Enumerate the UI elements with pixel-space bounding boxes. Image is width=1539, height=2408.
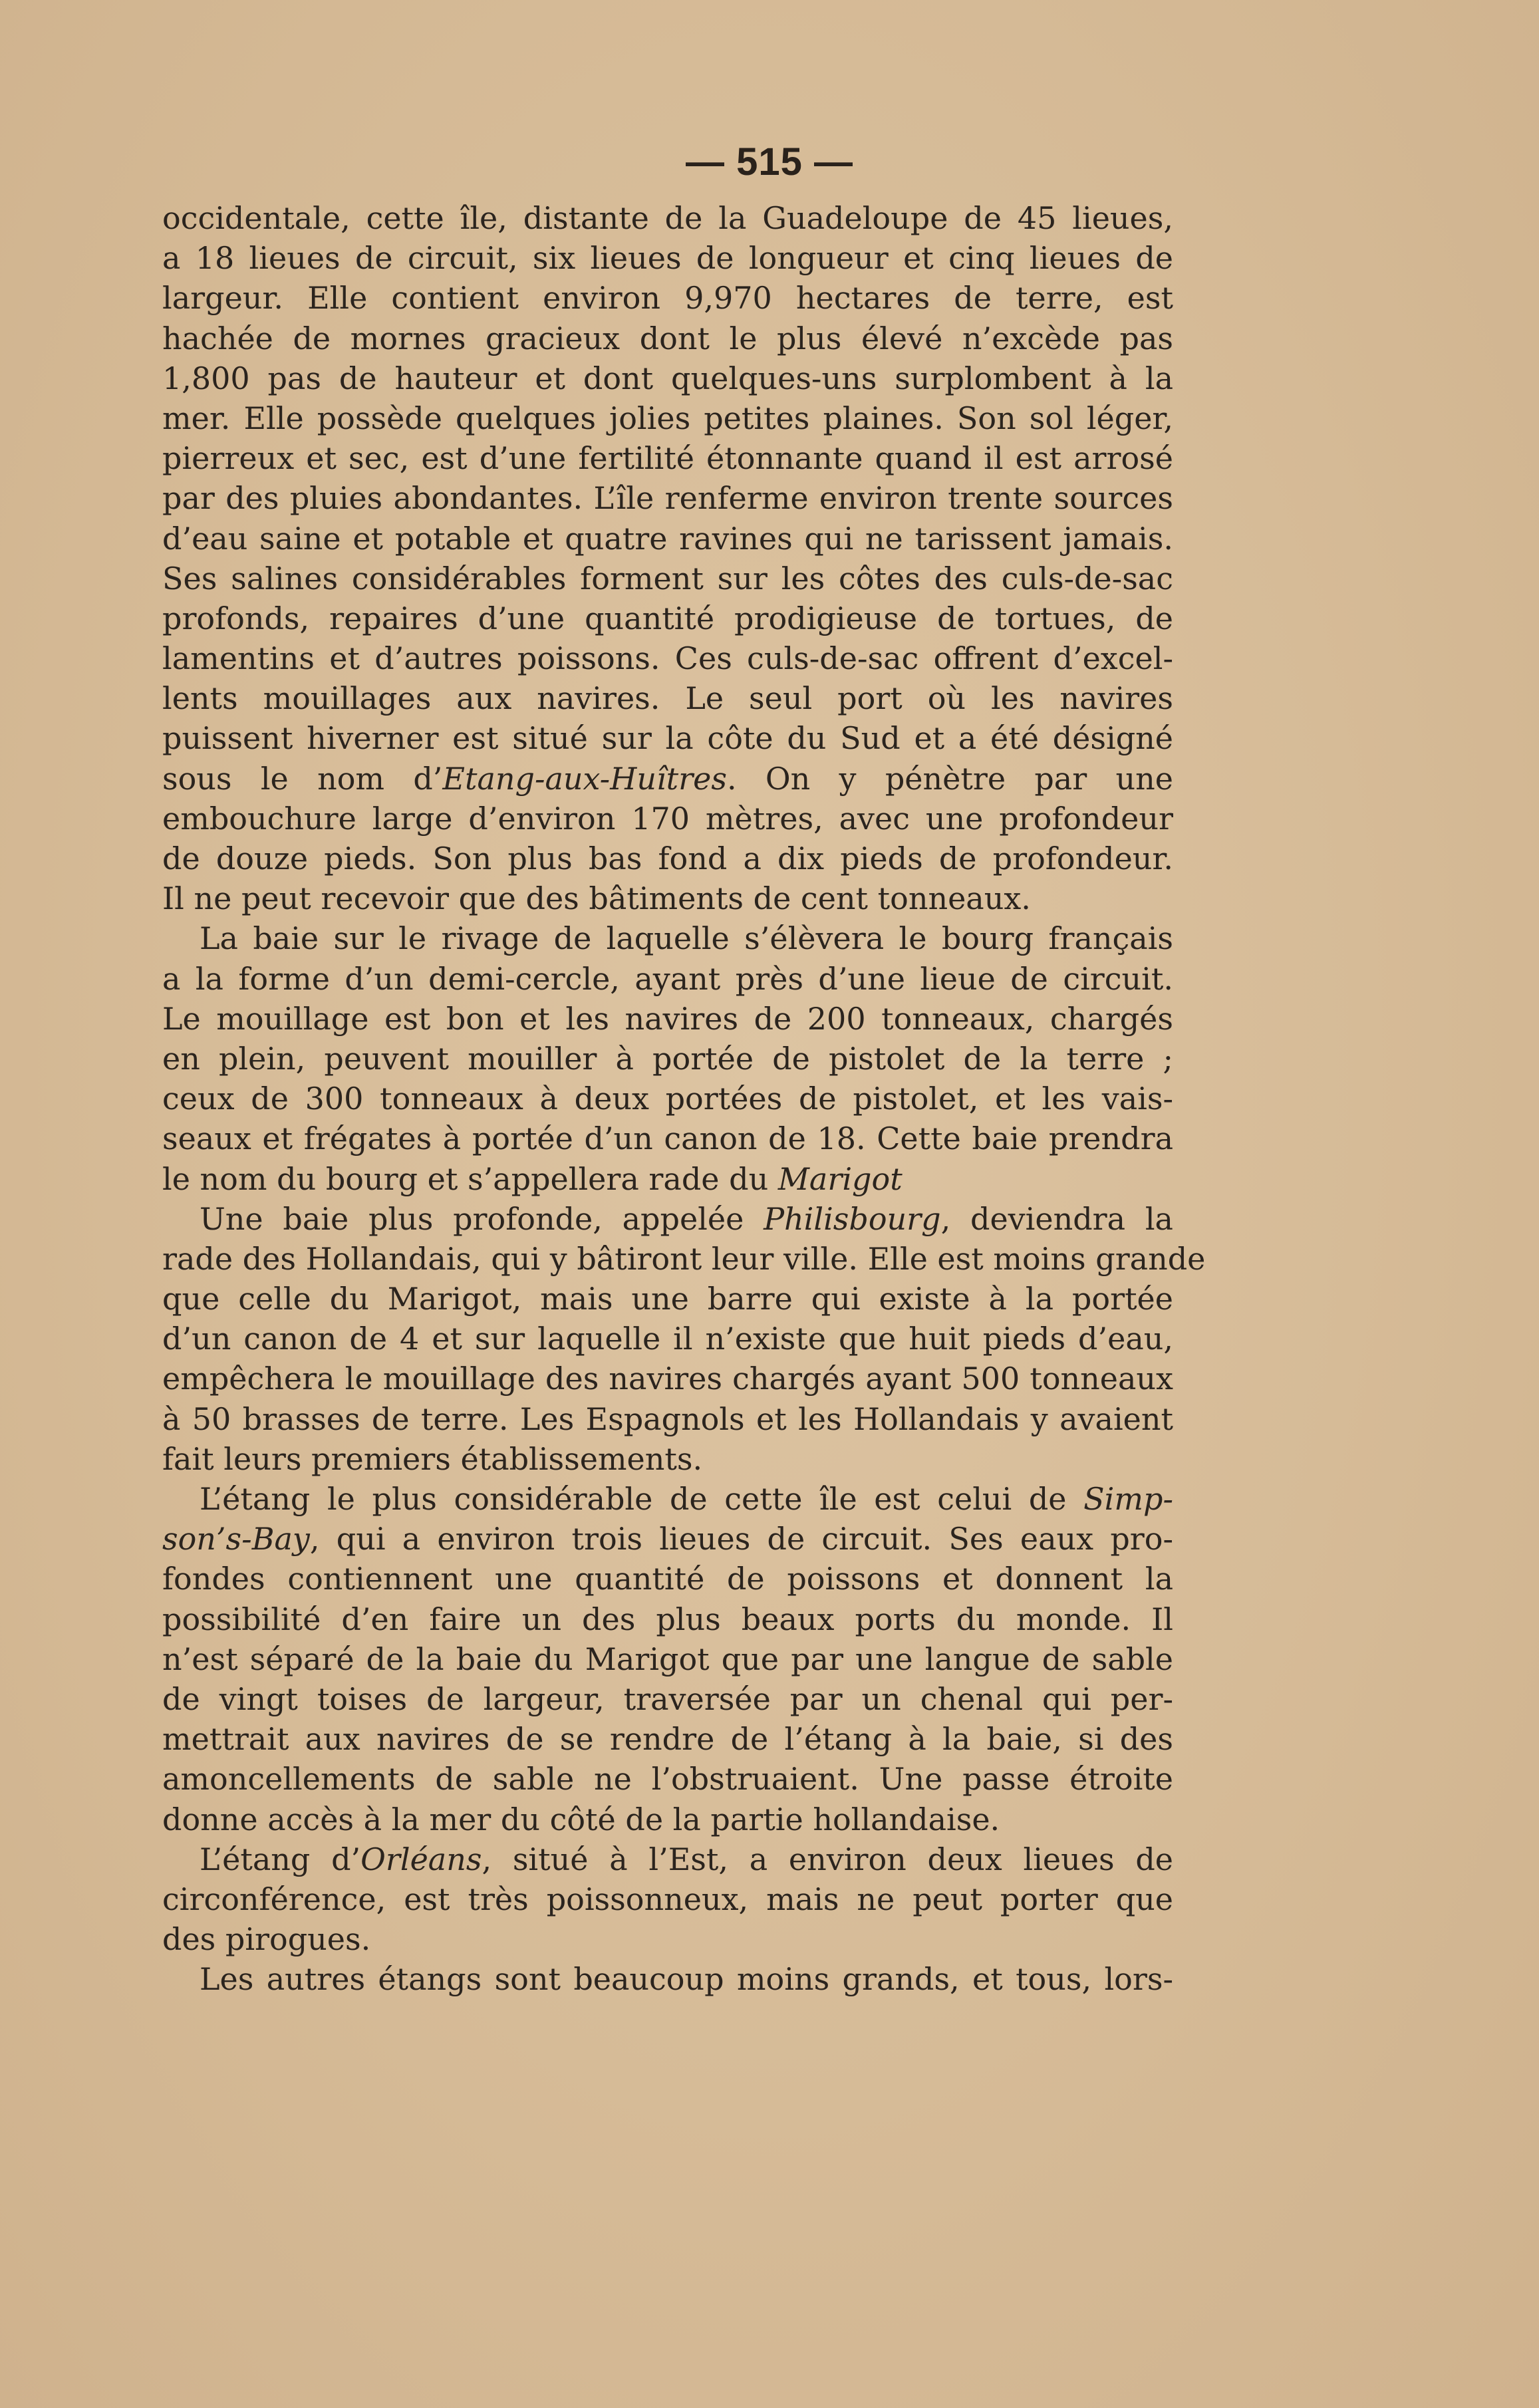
italic-place-name: Philisbourg xyxy=(764,1200,941,1237)
text-line xyxy=(162,1759,1173,1799)
line-text: puissent hiverner est situé sur la côte du Sud et a été désigné xyxy=(162,720,1173,757)
italic-place-name: Etang-aux-Huîtres xyxy=(442,760,727,797)
italic-place-name: son’s-Bay xyxy=(162,1521,310,1557)
text-line xyxy=(162,1239,1206,1279)
line-text: hachée de mornes gracieux dont le plus élevé n’excède pas xyxy=(162,320,1173,356)
text-line xyxy=(162,1439,1173,1479)
line-text: par des pluies abondantes. L’île renferme environ trente sources xyxy=(162,480,1173,517)
line-text: amoncellements de sable ne l’obstruaient. Une passe étroite xyxy=(162,1761,1173,1798)
italic-place-name: Marigot xyxy=(777,1160,903,1197)
line-text: , situé à l’Est, a environ deux lieues de xyxy=(482,1841,1173,1877)
text-line xyxy=(162,918,1173,958)
text-line xyxy=(162,559,1173,599)
text-line xyxy=(162,1919,1173,1959)
line-text: , deviendra la xyxy=(940,1200,1173,1237)
line-text: a 18 lieues de circuit, six lieues de longueur et cinq lieues de xyxy=(162,240,1173,277)
text-line xyxy=(162,1559,1173,1599)
text-line xyxy=(162,1800,1173,1839)
text-line xyxy=(162,478,1173,518)
text-line xyxy=(162,1279,1173,1319)
page-number: — 515 — xyxy=(686,140,853,184)
line-text: fait leurs premiers établissements. xyxy=(162,1440,703,1477)
text-line xyxy=(162,278,1173,318)
line-text: sous le nom d’ xyxy=(162,760,443,797)
text-line xyxy=(162,678,1173,718)
text-line xyxy=(162,1119,1173,1158)
text-line xyxy=(162,1599,1173,1639)
text-line xyxy=(162,1399,1173,1439)
text-line xyxy=(162,999,1173,1039)
line-text: circonférence, est très poissonneux, mais ne peut porter que xyxy=(162,1881,1173,1917)
text-line xyxy=(162,438,1173,478)
line-text: mer. Elle possède quelques jolies petites plaines. Son sol léger, xyxy=(162,400,1173,436)
text-line xyxy=(162,1959,1173,1999)
text-line xyxy=(162,319,1173,358)
text-line xyxy=(162,198,1173,238)
text-line xyxy=(162,1079,1173,1119)
line-text: ceux de 300 tonneaux à deux portées de pistolet, et les vais- xyxy=(162,1081,1173,1117)
line-text: n’est séparé de la baie du Marigot que par une langue de sable xyxy=(162,1641,1173,1677)
line-text: de vingt toises de largeur, traversée par un chenal qui per- xyxy=(162,1680,1173,1717)
text-line xyxy=(162,759,1173,799)
line-text: lents mouillages aux navires. Le seul port où les navires xyxy=(162,680,1173,717)
line-text: en plein, peuvent mouiller à portée de pistolet de la terre ; xyxy=(162,1040,1173,1077)
text-line xyxy=(162,839,1173,878)
italic-place-name: Orléans xyxy=(360,1841,482,1877)
line-text: L’étang d’ xyxy=(200,1841,361,1877)
line-text: Il ne peut recevoir que des bâtiments de cent tonneaux. xyxy=(162,880,1031,917)
text-line xyxy=(162,638,1173,678)
text-line xyxy=(162,718,1173,758)
line-text: des pirogues. xyxy=(162,1921,371,1958)
line-text: de douze pieds. Son plus bas fond a dix pieds de profondeur. xyxy=(162,841,1173,876)
text-line xyxy=(162,1839,1173,1879)
line-text: Les autres étangs sont beaucoup moins grands, et tous, lors- xyxy=(200,1961,1173,1998)
body-text xyxy=(162,198,1206,1999)
line-text: fondes contiennent une quantité de poissons et donnent la xyxy=(162,1561,1173,1597)
text-line xyxy=(162,1319,1173,1359)
text-line xyxy=(162,519,1173,559)
text-line xyxy=(162,1159,1173,1199)
line-text: a la forme d’un demi-cercle, ayant près d’une lieue de circuit. xyxy=(162,960,1173,997)
text-line xyxy=(162,1519,1173,1559)
line-text: possibilité d’en faire un des plus beaux ports du monde. Il xyxy=(162,1601,1173,1637)
line-text: seaux et frégates à portée d’un canon de 18. Cette baie prendra xyxy=(162,1121,1173,1157)
line-text: Une baie plus profonde, appelée xyxy=(200,1200,764,1237)
text-line xyxy=(162,599,1173,638)
line-text: pierreux et sec, est d’une fertilité étonnante quand il est arrosé xyxy=(162,440,1173,477)
text-line xyxy=(162,1039,1173,1079)
line-text: rade des Hollandais, qui y bâtiront leur ville. Elle est moins grande xyxy=(162,1240,1206,1277)
text-line xyxy=(162,1879,1173,1919)
line-text: profonds, repaires d’une quantité prodigieuse de tortues, de xyxy=(162,600,1173,636)
line-text: embouchure large d’environ 170 mètres, avec une profondeur xyxy=(162,800,1173,837)
line-text: , qui a environ trois lieues de circuit. Ses eaux pro- xyxy=(309,1521,1173,1557)
line-text: La baie sur le rivage de laquelle s’élèvera le bourg français xyxy=(200,920,1173,957)
line-text: mettrait aux navires de se rendre de l’étang à la baie, si des xyxy=(162,1721,1173,1758)
line-text: à 50 brasses de terre. Les Espagnols et les Hollandais y avaient xyxy=(162,1401,1173,1437)
line-text: . On y pénètre par une xyxy=(726,760,1173,797)
text-line xyxy=(162,398,1173,438)
line-text: occidentale, cette île, distante de la Guadeloupe de 45 lieues, xyxy=(162,200,1173,236)
line-text: Ses salines considérables forment sur les côtes des culs-de-sac xyxy=(162,560,1173,597)
text-line xyxy=(162,1639,1173,1679)
text-line xyxy=(162,1679,1173,1719)
text-line xyxy=(162,1359,1173,1399)
line-text: que celle du Marigot, mais une barre qui existe à la portée xyxy=(162,1281,1173,1317)
line-text: 1,800 pas de hauteur et dont quelques-uns surplombent à la xyxy=(162,360,1173,396)
text-line xyxy=(162,358,1173,398)
line-text: d’un canon de 4 et sur laquelle il n’existe que huit pieds d’eau, xyxy=(162,1321,1173,1357)
line-text: empêchera le mouillage des navires chargés ayant 500 tonneaux xyxy=(162,1361,1173,1397)
text-line xyxy=(162,1199,1173,1239)
text-line xyxy=(162,238,1173,278)
italic-place-name: Simp- xyxy=(1083,1481,1173,1517)
text-line xyxy=(162,878,1173,918)
line-text: d’eau saine et potable et quatre ravines qui ne tarissent jamais. xyxy=(162,520,1173,557)
text-line xyxy=(162,799,1173,839)
text-line xyxy=(162,959,1173,999)
text-line xyxy=(162,1719,1173,1759)
line-text: le nom du bourg et s’appellera rade du xyxy=(162,1160,778,1197)
line-text: donne accès à la mer du côté de la partie hollandaise. xyxy=(162,1801,1000,1837)
line-text: lamentins et d’autres poissons. Ces culs-de-sac offrent d’excel- xyxy=(162,640,1173,677)
line-text: Le mouillage est bon et les navires de 200 tonneaux, chargés xyxy=(162,1000,1173,1037)
text-line xyxy=(162,1479,1173,1519)
line-text: largeur. Elle contient environ 9,970 hectares de terre, est xyxy=(162,280,1173,317)
line-text: L’étang le plus considérable de cette île est celui de xyxy=(200,1481,1084,1517)
